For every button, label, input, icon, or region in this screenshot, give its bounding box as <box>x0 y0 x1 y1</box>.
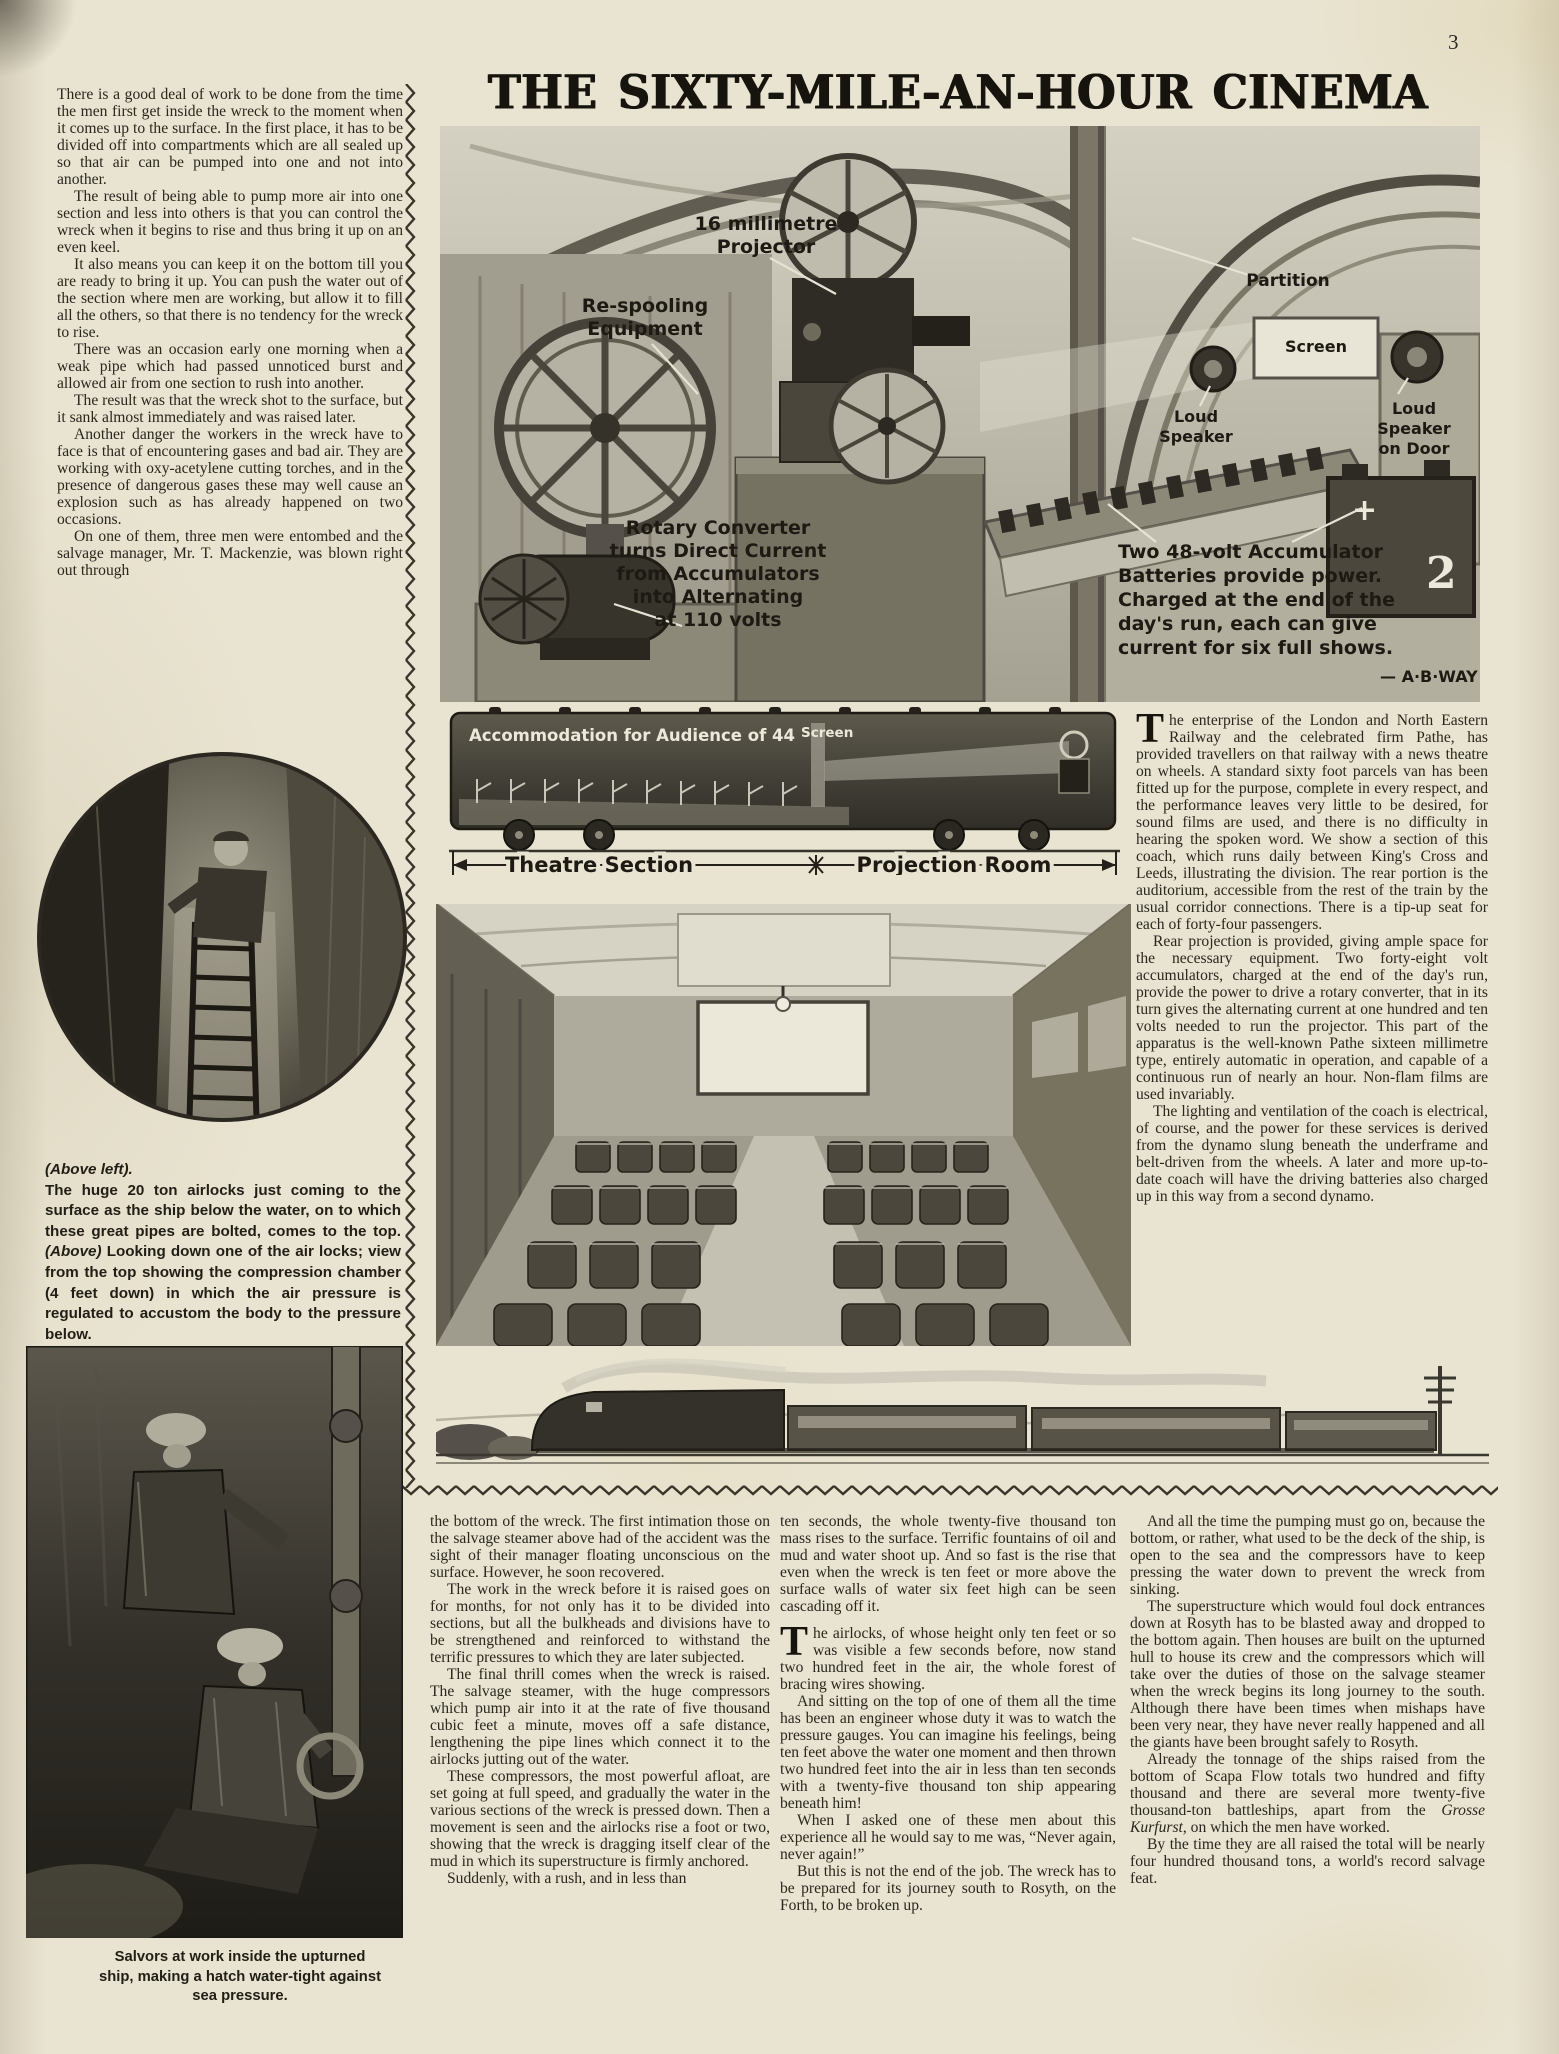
paragraph: On one of them, three men were entombed and the salvage manager, Mr. T. Mackenzie, was blown right out through <box>57 528 403 579</box>
cab-window <box>586 1402 602 1412</box>
carriage-sketch <box>1286 1412 1436 1450</box>
paragraph: The lighting and ventilation of the coach is electrical, of course, and the power for these services is derived from the dynamo slung beneath the underframe and belt-driven from the wheels. A later and more up-to-date coach will have the driving batteries also charged up in this way from a second dynamo. <box>1136 1103 1488 1205</box>
paragraph: Another danger the workers in the wreck have to face is that of encountering gases and bad air. They are working with oxy-acetylene cutting torches, and in the presence of dangerous gases these may well cause an explosion such as has already happened on two occasions. <box>57 426 403 528</box>
caption-above-ref: (Above) <box>45 1243 102 1261</box>
paragraph: The work in the wreck before it is raised goes on for months, for not only has it to be divided into sections, but all the bulkheads and divisions have to be strengthened and reinforced to withstand the terrific pressures to which they are later subjected. <box>430 1581 770 1666</box>
ship-name-italic: Grosse Kurfurst <box>1130 1802 1485 1836</box>
ceiling-panel <box>678 914 890 986</box>
airlock-circular-photo <box>35 737 409 1137</box>
train-underframe-shadow <box>536 1448 1434 1453</box>
zigzag-horizontal-divider <box>402 1482 1498 1498</box>
paragraph <box>1136 706 1488 933</box>
paragraph: The superstructure which would foul dock entrances down at Rosyth has to be blasted away and dropped to the bottom again. Then houses are built on the upturned hull to house its crew and the compressors which will take over the duties of those on the salvage steamer when the wreck begins its long journey to the south. Although there have been times when mishaps have been very near, they have never really happened and all the giants have been brought safely to Rosyth. <box>1130 1598 1485 1751</box>
respooling-label-line: Re-spooling <box>581 295 709 317</box>
partition-label: Partition <box>1246 271 1330 291</box>
drop-cap: T <box>780 1619 809 1665</box>
speaker-right-label-line: on Door <box>1378 439 1450 458</box>
paragraph: When I asked one of these men about this experience all he would say to me was, “Never again, never again!” <box>780 1812 1116 1863</box>
paragraph: There was an occasion early one morning when a weak pipe which had passed unnoticed burst and allowed air from one section to rush into another. <box>57 341 403 392</box>
ceiling-lamp <box>776 997 790 1011</box>
left-article-column <box>57 86 403 579</box>
page-number: 3 <box>1448 30 1459 54</box>
interior-window <box>1032 1012 1078 1078</box>
paragraph: And all the time the pumping must go on, because the bottom, or rather, what used to be the deck of the ship, is open to the sea and the compressors have to keep pressing the water down to prevent the wreck from sinking. <box>1130 1513 1485 1598</box>
rotary-label-line: turns Direct Current <box>609 540 827 562</box>
paragraph: ten seconds, the whole twenty-five thousand ton mass rises to the surface. Terrific fountains of oil and mud and water shoot up. And so fast is the rise that even when the wreck is ten feet or more above the surface walls of water six feet high can be seen cascading off it. <box>780 1513 1116 1615</box>
caption-text: The huge 20 ton airlocks just coming to the surface as the ship below the water, on to which these great pipes are bolted, comes to the top. <box>45 1181 401 1240</box>
paragraph: The final thrill comes when the wreck is raised. The salvage steamer, with the huge compressors which pump air into it at the rate of five thousand cubic feet a minute, moves off a safe distance, lengthening the pipe lines which connect it to the airlocks jutting out of the water. <box>430 1666 770 1768</box>
right-article-column <box>1136 706 1488 1205</box>
theatre-section-label: Theatre Section <box>504 853 694 875</box>
paragraph-text: he airlocks, of whose height only ten feet or so was visible a few seconds before, now stand two hundred feet in the air, the whole forest of bracing wires showing. <box>780 1625 1116 1693</box>
screen-label: Screen <box>1285 337 1347 356</box>
projection-room-label: Projection Room <box>856 853 1052 875</box>
photo-right-wall <box>285 737 409 1137</box>
coach-cutaway-diagram <box>449 703 1120 875</box>
paragraph: The result was that the wreck shot to the surface, but it sank almost immediately and was raised later. <box>57 392 403 426</box>
battery-note-line: Charged at the end of the <box>1118 589 1396 611</box>
paragraph: There is a good deal of work to be done from the time the men first get inside the wreck to the moment when it comes up to the surface. In the first place, it has to be divided off into compartments which are all sealed up so that air can be pumped into one and not into another. <box>57 86 403 188</box>
projector-label-line: 16 millimetre <box>694 213 838 235</box>
battery-note-line: Two 48-volt Accumulator <box>1118 541 1383 563</box>
battery-note-line: day's run, each can give <box>1118 613 1377 635</box>
paragraph-text: , on which the men have worked. <box>1182 1819 1390 1836</box>
paragraph: The result of being able to pump more air into one section and less into others is that you can control the wreck when it begins to rise and thus bring it up on an even keel. <box>57 188 403 256</box>
paragraph: It also means you can keep it on the bottom till you are ready to bring it up. You can push the water out of the section where men are working, but allow it to fill all the others, so that there is no tendency for the wreck to rise. <box>57 256 403 341</box>
battery-plus-mark: + <box>1352 493 1378 528</box>
bottom-column-1 <box>430 1513 770 1887</box>
photo-lit-shaft <box>167 907 281 1137</box>
smoke-trail <box>564 1367 1266 1388</box>
battery-note-line: current for six full shows. <box>1118 637 1394 659</box>
projector-label-line: Projector <box>716 236 816 258</box>
speaker-right-label-line: Speaker <box>1377 419 1451 438</box>
speaker-left-label-line: Speaker <box>1159 427 1233 446</box>
coach-body-drawing <box>451 707 1115 829</box>
paragraph: Rear projection is provided, giving ample space for the necessary equipment. Two forty-eight volt accumulators, charged at the end of the day's run, provide the power to drive a rotary converter, that in its turn gives the alternating current at one hundred and ten volts needed to run the projector. This part of the apparatus is the well-known Pathe sixteen millimetre type, entirely automatic in operation, and capable of a continuous run of nearly an hour. Non-flam films are used invariably. <box>1136 933 1488 1103</box>
pipe-flange <box>330 1580 362 1612</box>
battery-number: 2 <box>1426 548 1457 599</box>
projector-glyph <box>1059 759 1089 793</box>
rotary-label-line: into Alternating <box>632 586 804 608</box>
carriage-windows <box>798 1416 1016 1428</box>
airlock-photo-caption <box>45 1160 401 1345</box>
caption-text: Looking down one of the air locks; view from the top showing the compression chamber (4 feet down) in which the air pressure is regulated to accustom the body to the pressure below. <box>45 1243 401 1343</box>
paragraph: These compressors, the most powerful afloat, are set going at full speed, and gradually the water in the various sections of the wreck is pressed down. Then a movement is seen and the airlocks rise a foot or two, showing that the wreck is dragging itself clear of the mud in which its superstructure is firmly anchored. <box>430 1768 770 1870</box>
paragraph: But this is not the end of the job. The wreck has to be prepared for its journey south to Rosyth, on the Forth, to be broken up. <box>780 1863 1116 1914</box>
artist-signature: — A·B·WAY <box>1380 667 1478 686</box>
salvors-photo-caption: Salvors at work inside the upturned ship, making a hatch water-tight against sea pressure. <box>98 1949 381 2004</box>
page-title: THE SIXTY-MILE-AN-HOUR CINEMA <box>488 66 1428 121</box>
paragraph <box>780 1619 1116 1693</box>
paragraph: By the time they are all raised the total will be nearly four hundred thousand tons, a world's record salvage feat. <box>1130 1836 1485 1887</box>
streamlined-train-sketch <box>436 1358 1489 1478</box>
bottom-column-2 <box>780 1513 1116 1914</box>
salvors-photo <box>26 1346 403 1938</box>
battery-note-line: Batteries provide power. <box>1118 565 1383 587</box>
respooling-label-line: Equipment <box>587 318 703 340</box>
rotary-label-line: Rotary Converter <box>625 517 811 539</box>
partition-beam <box>1070 126 1106 702</box>
projection-room-illustration <box>440 126 1480 702</box>
drop-cap: T <box>1136 706 1165 752</box>
pipe-flange <box>330 1410 362 1442</box>
carriage-windows <box>1042 1418 1270 1429</box>
speaker-right-label-line: Loud <box>1391 399 1437 418</box>
theatre-interior-illustration <box>436 904 1131 1346</box>
interior-screen <box>698 1002 868 1094</box>
interior-window <box>1088 996 1126 1072</box>
speaker-left-label-line: Loud <box>1173 407 1219 426</box>
caption-lead: (Above left). <box>45 1161 133 1178</box>
bottom-column-3 <box>1130 1513 1485 1887</box>
paragraph: the bottom of the wreck. The first intimation those on the salvage steamer above had of the accident was the sight of their manager floating unconscious on the surface. However, he soon recovered. <box>430 1513 770 1581</box>
paragraph: Suddenly, with a rush, and in less than <box>447 1870 687 1887</box>
coach-body-text: Accommodation for Audience of 44 <box>469 726 795 745</box>
paragraph: And sitting on the top of one of them all the time has been an engineer whose duty it was to watch the pressure gauges. You can imagine his feelings, being ten feet above the water one moment and then thrown two hundred feet into the air in less than ten seconds with a twenty-five thousand ton ship appearing beneath him! <box>780 1693 1116 1812</box>
paragraph <box>1130 1751 1485 1836</box>
coach-screen-label: Screen <box>801 725 854 741</box>
rotary-label-line: from Accumulators <box>616 563 820 585</box>
paragraph-text: Already the tonnage of the ships raised from the bottom of Scapa Flow totals two hundred and fifty thousand and there are several more twenty-five thousand-ton battleships, apart from the <box>1130 1751 1485 1819</box>
paragraph-text: he enterprise of the London and North Eastern Railway and the celebrated firm Pathe, has provided travellers on that railway with a news theatre on wheels. A standard sixty foot parcels van has been fitted up for the purpose, complete in every respect, and the performance leaves very little to be desired, for sound films are used, and there is no difficulty in hearing the spoken word. We show a section of this coach, which runs daily between King's Cross and Leeds, illustrating the division. The rear portion is the auditorium, accessible from the rest of the train by the usual corridor connections. There is a tip-up seat for each of forty-four passengers. <box>1136 712 1488 933</box>
locomotive-sketch <box>532 1390 784 1450</box>
carriage-windows <box>1294 1420 1428 1430</box>
rotary-label-line: at 110 volts <box>654 609 782 631</box>
